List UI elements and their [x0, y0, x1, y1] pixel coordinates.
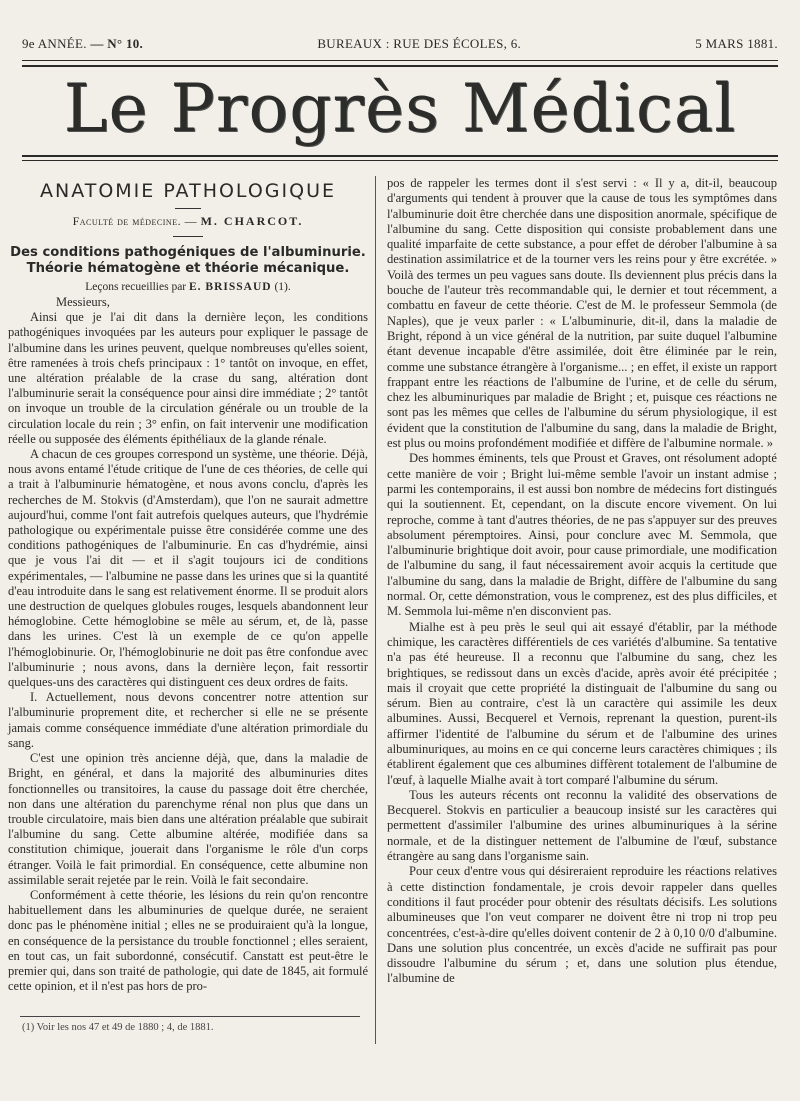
- paragraph: C'est une opinion très ancienne déjà, que, dans la maladie de Bright, en général, et dans la majorité des albuminuries dites fonctionnelles ou transitoires, la cause du passage doit être cherchée, non dans une altération du parenchyme rénal non plus que dans un trouble circulatoire, mais bien dans une altération préalable que subirait l'albumine du sang. Cette albumine altérée, modifiée dans sa constitution chimique, jouerait dans l'organisme le rôle d'un corps étranger. Voilà le fait primordial. En conséquence, cette albumine non assimilable serait rejetée par le rein. Voilà le fait secondaire.: [8, 751, 368, 887]
- paragraph: pos de rappeler les termes dont il s'est servi : « Il y a, dit-il, beaucoup d'arguments qui tendent à prouver que la cause de tous les symptômes dans l'albuminurie doit être cherchée dans une disposition anormale, spécifique de l'albumine du sang. Cette disposition qui consiste probablement dans une qualité imparfaite de cette substance, a pour effet de dérober l'albumine à sa destination assimilatrice et de la tourner vers les reins pour y être excrétée. » Voilà des termes un peu vagues sans doute. Ils deviennent plus précis dans la bouche de l'auteur très recommandable qui, le dernier et tout récemment, a combattu en faveur de cette théorie. C'est de M. le professeur Semmola (de Naples), que je veux parler : « L'albuminurie, dit-il, dans la maladie de Bright, répond à un vice général de la nutrition, par suite duquel l'albumine étant devenue incapable d'être assimilée, doit être éliminée par le rein, comme une substance étrangère à l'organisme... ; en effet, il existe un rapport frappant entre les réactions de l'albumine de l'urine, et de celle du sérum, chez les albuminuriques par maladie de Bright ; et, puisque ces réactions ne sont pas les mêmes que celles de l'albumine du sérum physiologique, il est évident que la constitution de l'albumine du sang, dans la maladie de Bright, est plus ou moins profondément modifiée et diffère de l'albumine normale. »: [387, 176, 777, 451]
- left-body: [8, 295, 368, 994]
- header-bureaux: BUREAUX : RUE DES ÉCOLES, 6.: [317, 36, 522, 51]
- article-title: Des conditions pathogéniques de l'albuminurie. Théorie hématogène et théorie mécanique.: [10, 245, 366, 276]
- salutation: Messieurs,: [56, 295, 110, 309]
- paragraph: I. Actuellement, nous devons concentrer notre attention sur l'albuminurie proprement dite, et rechercher si elle ne se présente jamais comme conséquence immédiate d'une altération primordiale du sang.: [8, 690, 368, 750]
- paragraph: Des hommes éminents, tels que Proust et Graves, ont résolument adopté cette manière de voir ; Bright lui-même semble l'avoir un instant admise ; parmi les contemporains, il est aussi bon nombre de médecins fort distingués qui la soutiennent. Et, cependant, on la discute encore vivement. On lui reproche, comme à tant d'autres théories, de ne pas s'appuyer sur des preuves absolument péremptoires. Ainsi, pour conclure avec M. Semmola, que l'albuminurie brightique doit avoir, pour cause primordiale, une modification de l'albumine du sang, il faut nécessairement avoir acquis la certitude que l'albumine du sang, dans la maladie de Bright, diffère de l'albumine du sang normal. Or, cette démonstration, vous le comprenez, est des plus difficiles, et M. Semmola lui-même n'en disconvient pas.: [387, 451, 777, 619]
- column-separator: [375, 176, 376, 1044]
- paragraph: Pour ceux d'entre vous qui désireraient reproduire les réactions relatives à cette distinction fondamentale, je crois devoir rappeler dans quelles conditions il faut procéder pour obtenir des résultats décisifs. Les solutions albumineuses que l'on veut comparer ne doivent être ni trop ni trop peu concentrées, c'est-à-dire qu'elles doivent contenir de 2 à 0,10 0/0 d'albumine. Dans une solution plus concentrée, un excès d'acide ne suffirait pas pour dissoudre l'albumine du sérum ; et, dans une solution plus étendue, l'albumine de: [387, 864, 777, 986]
- masthead-title: Le Progrès Médical: [63, 70, 737, 147]
- paragraph: Ainsi que je l'ai dit dans la dernière leçon, les conditions pathogéniques invoquées par les auteurs pour expliquer le passage de l'albumine dans les urines peuvent, quelque nombreuses qu'elles soient, être ramenées à trois chefs principaux : 1° tantôt on invoque, en effet, une altération préalable de la crase du sang, altération dont l'albuminurie serait la conséquence pour ainsi dire immédiate ; 2° tantôt on invoque un trouble de la circulation générale ou un trouble de la circulation locale du rein ; 3° enfin, on fait intervenir une modification réelle ou supposée des éléments épithéliaux de la glande rénale.: [8, 310, 368, 446]
- left-column: [8, 176, 368, 994]
- paragraph: A chacun de ces groupes correspond un système, une théorie. Déjà, nous avons entamé l'étude critique de l'une de ces théories, de celle qui a trait à l'albuminurie hématogène, et nous avons conclu, d'après les recherches de M. Stokvis (d'Amsterdam), que l'on ne saurait admettre aujourd'hui, comme l'ont fait autrefois quelques auteurs, que l'hydrémie pathologique ou expérimentale puisse être considérée comme une des conditions pathogéniques de l'albuminurie. En cas d'hydrémie, ainsi que je vous l'ai dit — et il s'agit toujours ici de conditions expérimentales, — l'albumine ne passe dans les urines que si la quantité d'eau introduite dans le sang est relativement énorme. Il se produit alors une destruction de quelques globules rouges, lesquels abandonnent leur hémoglobine. Cette hémoglobine se mêle au sérum, et, de là, passe dans les urines. C'est là un exemple de ce qu'on appelle l'hémoglobinurie. Or, l'hémoglobinurie ne doit pas être confondue avec l'albuminurie ; nous avons, dans la dernière leçon, fait ressortir quelques-uns des caractères qui distinguent ces deux ordres de faits.: [8, 447, 368, 690]
- faculty-divider: [173, 236, 203, 237]
- right-body: [387, 176, 777, 987]
- section-divider: [175, 208, 201, 209]
- header-date: 5 MARS 1881.: [695, 36, 778, 51]
- paragraph: Conformément à cette théorie, les lésions du rein qu'on rencontre habituellement dans les albuminuries de quelque durée, ne seraient donc pas le phénomène initial ; elles ne se produiraient qu'à la longue, en conséquence de la persistance du trouble fonctionnel ; elles seraient, en tout cas, un fait subordonné, consécutif. Canstatt est peut-être le premier qui, dans son traité de pathologie, qui date de 1845, ait formulé cette opinion, et il n'est pas hors de pro-: [8, 887, 368, 994]
- right-column: [387, 176, 777, 987]
- faculty-line: Faculté de médecine. — M. CHARCOT.: [72, 214, 304, 228]
- paragraph: Mialhe est à peu près le seul qui ait essayé d'établir, par la méthode chimique, les caractères différentiels de ces variétés d'albumine. Sa tentative n'a pas été heureuse. Il a reconnu que l'albumine du sang, chez les brightiques, se redissout dans un excès d'acide, après avoir été précipitée ; mais il croyait que cette propriété la distinguait de l'albumine du sang ou sérum. Bien au contraire, c'est là un caractère qui assimile les deux albumines. Aussi, Becquerel et Vernois, reprenant la question, purent-ils affirmer l'identité de l'albumine du sérum et de l'albumine des urines albuminuriques, au moins en ce qui concerne leurs caractères chimiques ; ils établirent également que ces albumines diffèrent totalement de l'albumine de l'œuf, à laquelle Mialhe avait à tort comparé l'albumine du sérum.: [387, 619, 777, 787]
- section-title: ANATOMIE PATHOLOGIQUE: [39, 180, 336, 202]
- masthead-rule-bottom: [22, 160, 778, 161]
- footnote: (1) Voir les nos 47 et 49 de 1880 ; 4, de 1881.: [22, 1022, 214, 1033]
- header-year-issue: 9e ANNÉE. — N° 10.: [22, 36, 144, 51]
- masthead-rule-top: [22, 155, 778, 157]
- page-header: [22, 36, 778, 52]
- paragraph: Tous les auteurs récents ont reconnu la validité des observations de Becquerel. Stokvis en particulier a beaucoup insisté sur les caractères qui permettent d'assimiler l'albumine des urines albuminuriques à la sérine normale, et de la distinguer nettement de l'albumine de l'œuf, substance étrangère au sang dans l'organisme sain.: [387, 787, 777, 864]
- header-rule-top: [22, 60, 778, 61]
- byline: Leçons recueillies par E. BRISSAUD (1).: [85, 281, 291, 293]
- header-rule-bottom: [22, 65, 778, 67]
- footnote-rule: [20, 1016, 360, 1017]
